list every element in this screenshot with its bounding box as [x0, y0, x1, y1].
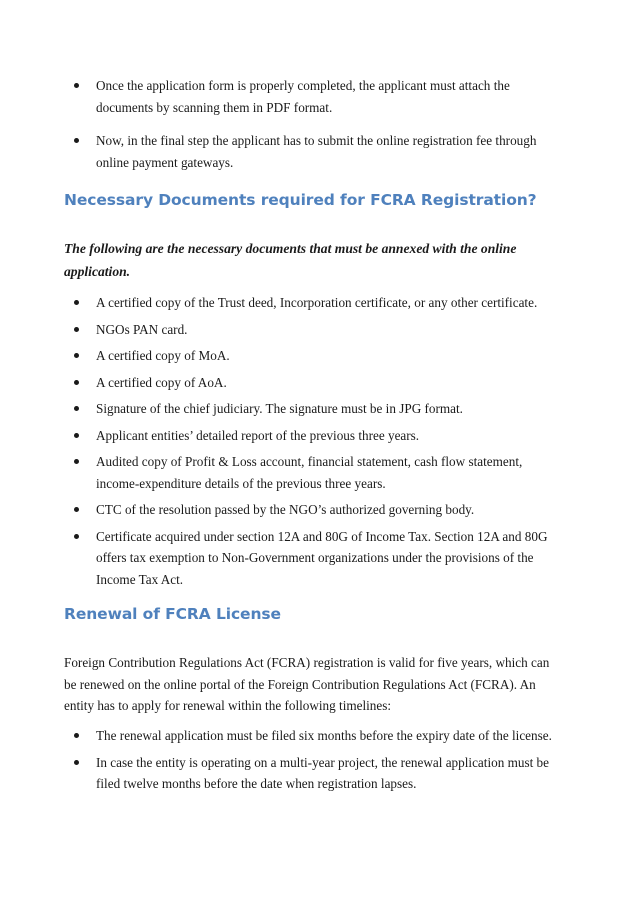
documents-intro: The following are the necessary documents that must be annexed with the online application. — [64, 241, 517, 279]
list-item: In case the entity is operating on a multi-year project, the renewal application must be filed twelve months before the date when registration lapses. — [96, 752, 566, 795]
list-item: Audited copy of Profit & Loss account, financial statement, cash flow statement, income-expenditure details of the previous three years. — [96, 451, 566, 494]
list-item: CTC of the resolution passed by the NGO’s authorized governing body. — [96, 499, 566, 521]
section-heading-documents: Necessary Documents required for FCRA Registration? — [64, 191, 537, 209]
list-item: NGOs PAN card. — [96, 319, 566, 341]
list-item: Applicant entities’ detailed report of the previous three years. — [96, 425, 566, 447]
list-item: The renewal application must be filed six months before the expiry date of the license. — [96, 725, 566, 747]
list-item: A certified copy of the Trust deed, Incorporation certificate, or any other certificate. — [96, 292, 566, 314]
list-item: A certified copy of AoA. — [96, 372, 566, 394]
submission-steps-list — [96, 75, 566, 173]
list-item: A certified copy of MoA. — [96, 345, 566, 367]
renewal-timelines-list — [96, 725, 566, 795]
renewal-paragraph: Foreign Contribution Regulations Act (FCRA) registration is valid for five years, which can be renewed on the online portal of the Foreign Contribution Regulations Act (FCRA). An entity has to apply for renewal within the following timelines: — [64, 655, 550, 713]
documents-list — [96, 292, 566, 590]
list-item: Once the application form is properly completed, the applicant must attach the documents by scanning them in PDF format. — [96, 75, 566, 118]
list-item: Now, in the final step the applicant has to submit the online registration fee through online payment gateways. — [96, 130, 566, 173]
section-heading-renewal: Renewal of FCRA License — [64, 605, 281, 623]
list-item: Signature of the chief judiciary. The signature must be in JPG format. — [96, 398, 566, 420]
list-item: Certificate acquired under section 12A and 80G of Income Tax. Section 12A and 80G offers tax exemption to Non-Government organizations under the provisions of the Income Tax Act. — [96, 526, 566, 591]
